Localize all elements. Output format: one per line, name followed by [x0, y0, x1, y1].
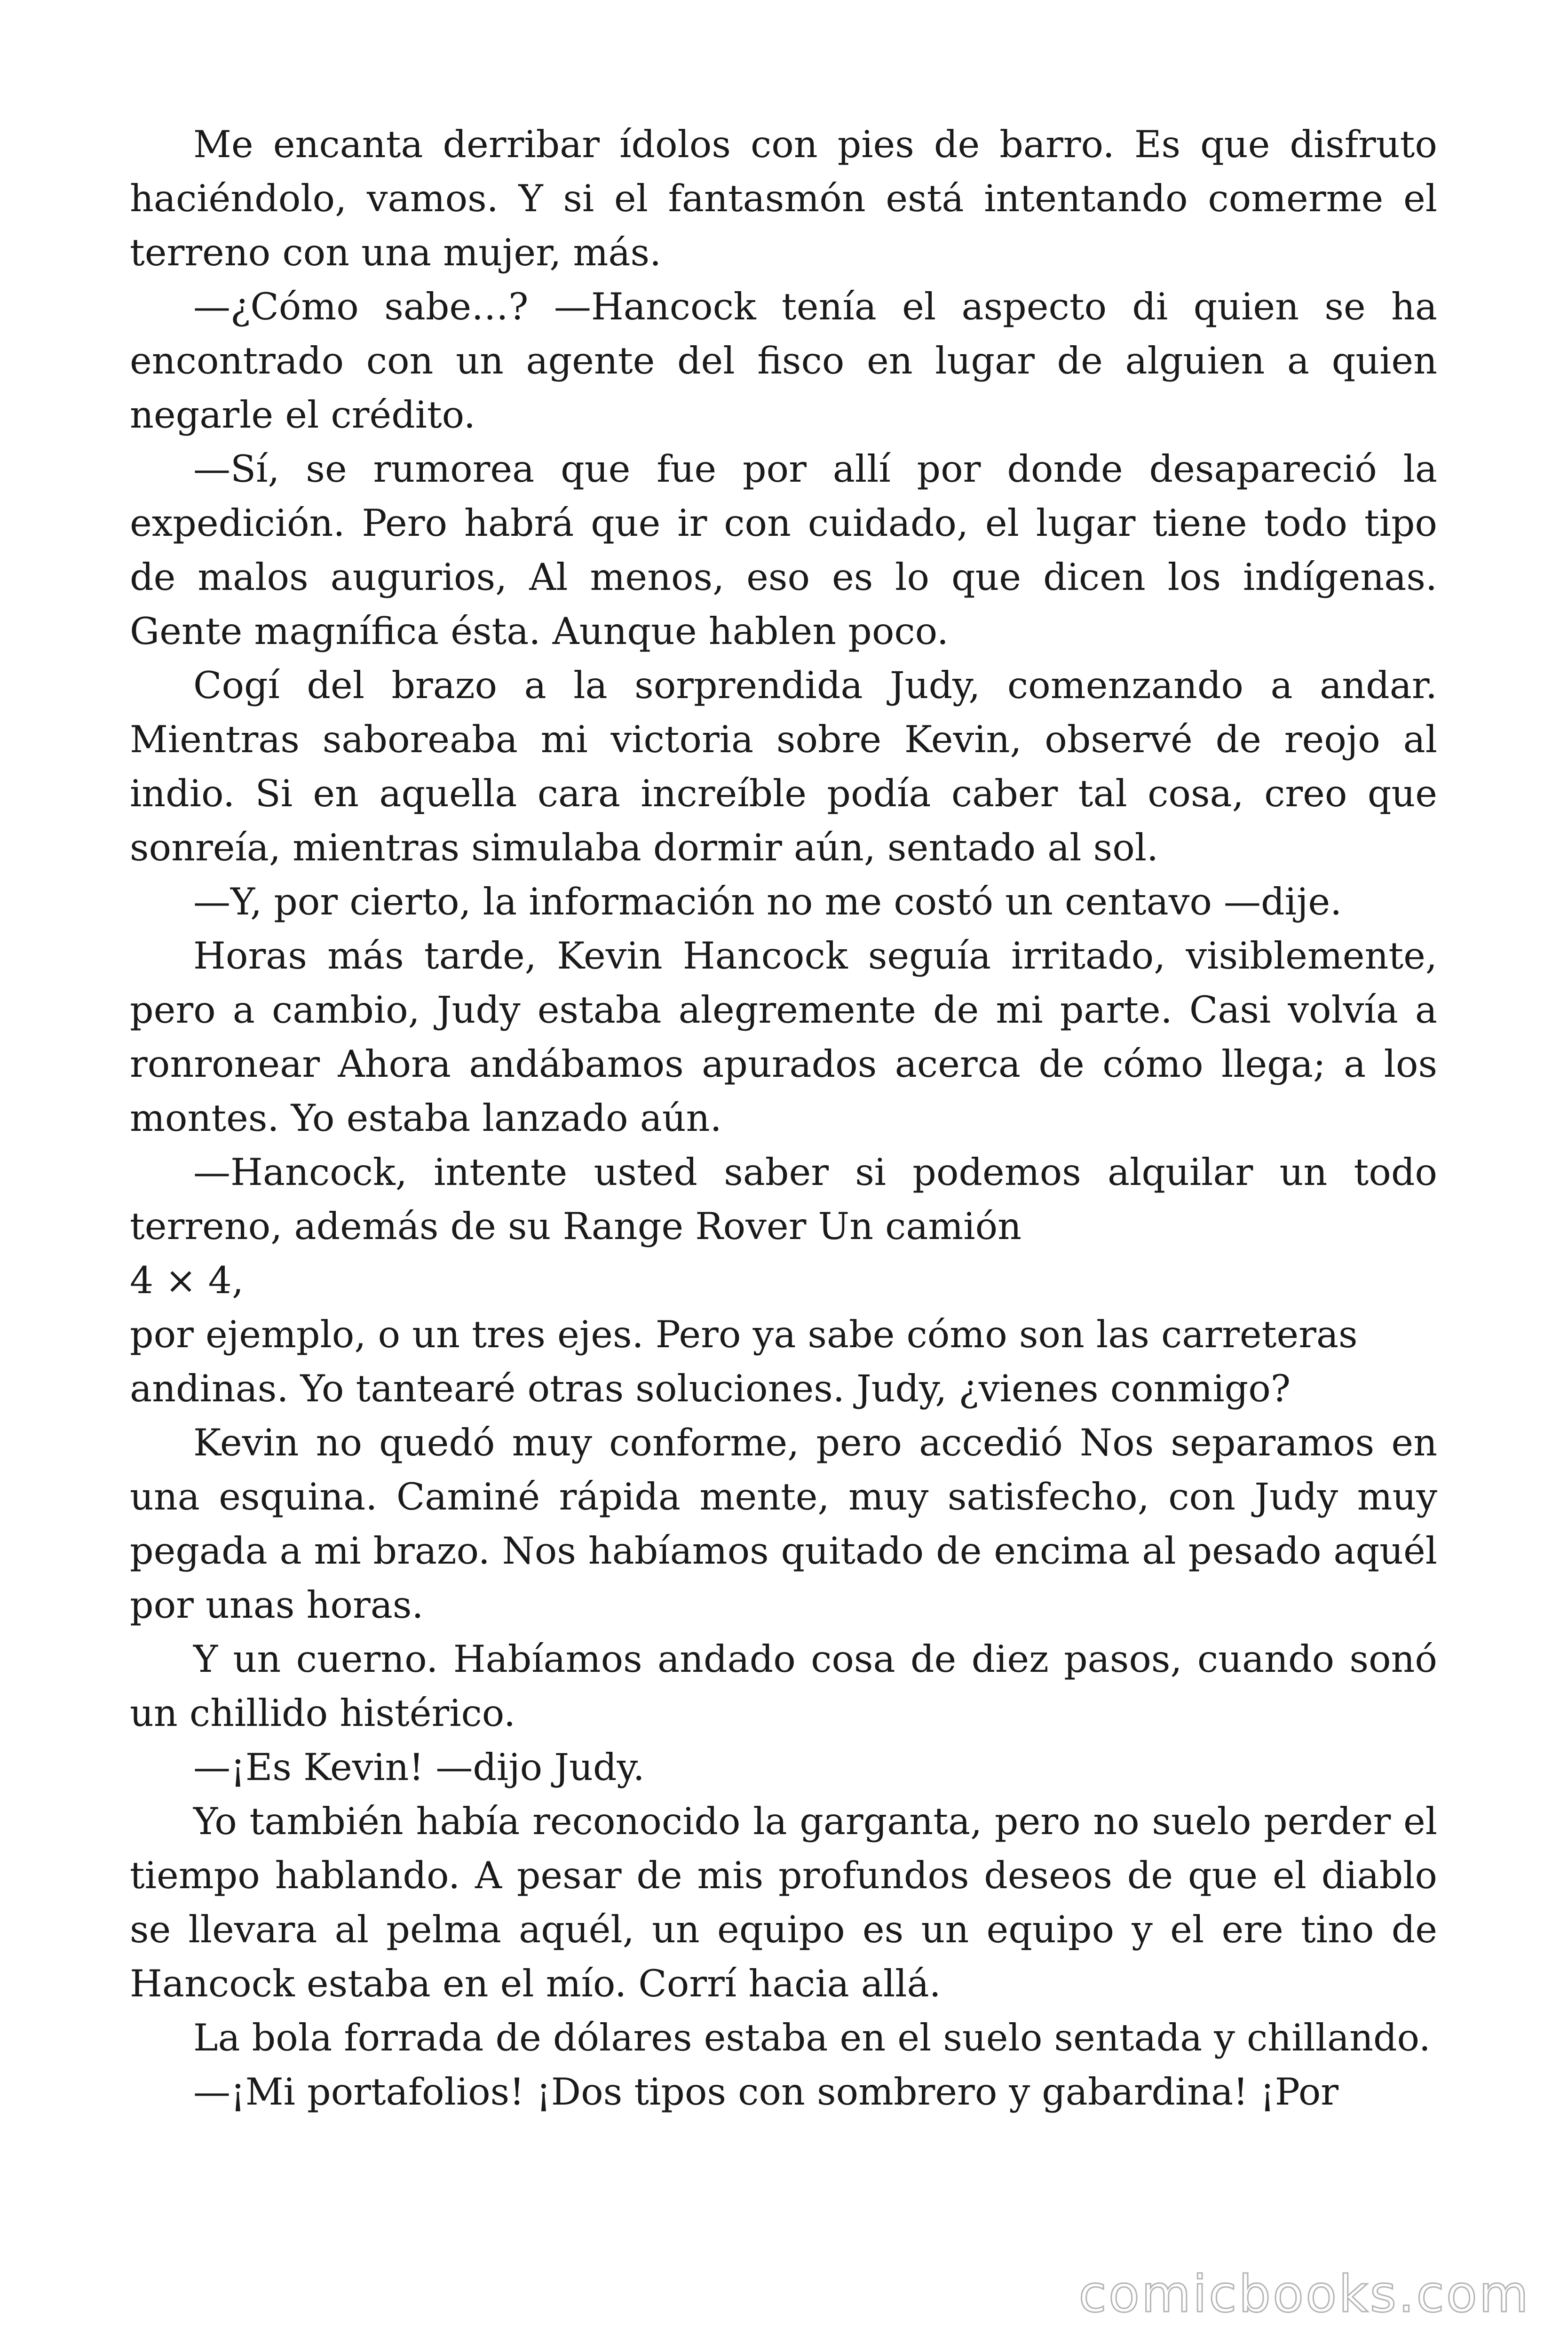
paragraph: por ejemplo, o un tres ejes. Pero ya sabe cómo son las carreteras andinas. Yo tantearé otras soluciones. Judy, ¿vienes conmigo?: [130, 1313, 1358, 1410]
paragraph: Horas más tarde, Kevin Hancock seguía irritado, visiblemente, pero a cambio, Judy estaba alegremente de mi parte. Casi volvía a ronronear Ahora andábamos apurados acerca de cómo llega; a los montes. Yo estaba lanzado aún.: [130, 934, 1437, 1140]
paragraph: Me encanta derribar ídolos con pies de barro. Es que disfruto haciéndolo, vamos. Y si el fantasmón está intentando comerme el terreno con una mujer, más.: [130, 123, 1437, 274]
watermark: comicbooks.com: [1078, 2265, 1530, 2324]
paragraph: —Y, por cierto, la información no me costó un centavo —dije.: [193, 880, 1342, 923]
paragraph: —¿Cómo sabe…? —Hancock tenía el aspecto di quien se ha encontrado con un agente del fisco en lugar de alguien a quien negarle el crédito.: [130, 285, 1437, 437]
paragraph: —Hancock, intente usted saber si podemos alquilar un todo terreno, además de su Range Rover Un camión: [130, 1151, 1437, 1248]
paragraph: 4 × 4,: [130, 1259, 244, 1302]
paragraph: Yo también había reconocido la garganta, pero no suelo perder el tiempo hablando. A pesar de mis profundos deseos de que el diablo se llevara al pelma aquél, un equipo es un equipo y el ere tino de Hancock estaba en el mío. Corrí hacia allá.: [130, 1800, 1437, 2005]
paragraph: Y un cuerno. Habíamos andado cosa de diez pasos, cuando sonó un chillido histérico.: [130, 1637, 1437, 1735]
paragraph: Cogí del brazo a la sorprendida Judy, comenzando a andar. Mientras saboreaba mi victoria sobre Kevin, observé de reojo al indio. Si en aquella cara increíble podía caber tal cosa, creo que sonreía, mientras simulaba dormir aún, sentado al sol.: [130, 664, 1437, 869]
paragraph: —¡Mi portafolios! ¡Dos tipos con sombrero y gabardina! ¡Por: [193, 2070, 1339, 2114]
paragraph: —Sí, se rumorea que fue por allí por donde desapareció la expedición. Pero habrá que ir con cuidado, el lugar tiene todo tipo de malos augurios, Al menos, eso es lo que dicen los indígenas. Gente magnífica ésta. Aunque hablen poco.: [130, 447, 1437, 653]
paragraph: La bola forrada de dólares estaba en el suelo sentada y chillando.: [193, 2016, 1431, 2059]
body-text: [130, 118, 1437, 2119]
paragraph: Kevin no quedó muy conforme, pero accedió Nos separamos en una esquina. Caminé rápida mente, muy satisfecho, con Judy muy pegada a mi brazo. Nos habíamos quitado de encima al pesado aquél por unas horas.: [130, 1421, 1437, 1627]
paragraph: —¡Es Kevin! —dijo Judy.: [193, 1746, 645, 1789]
